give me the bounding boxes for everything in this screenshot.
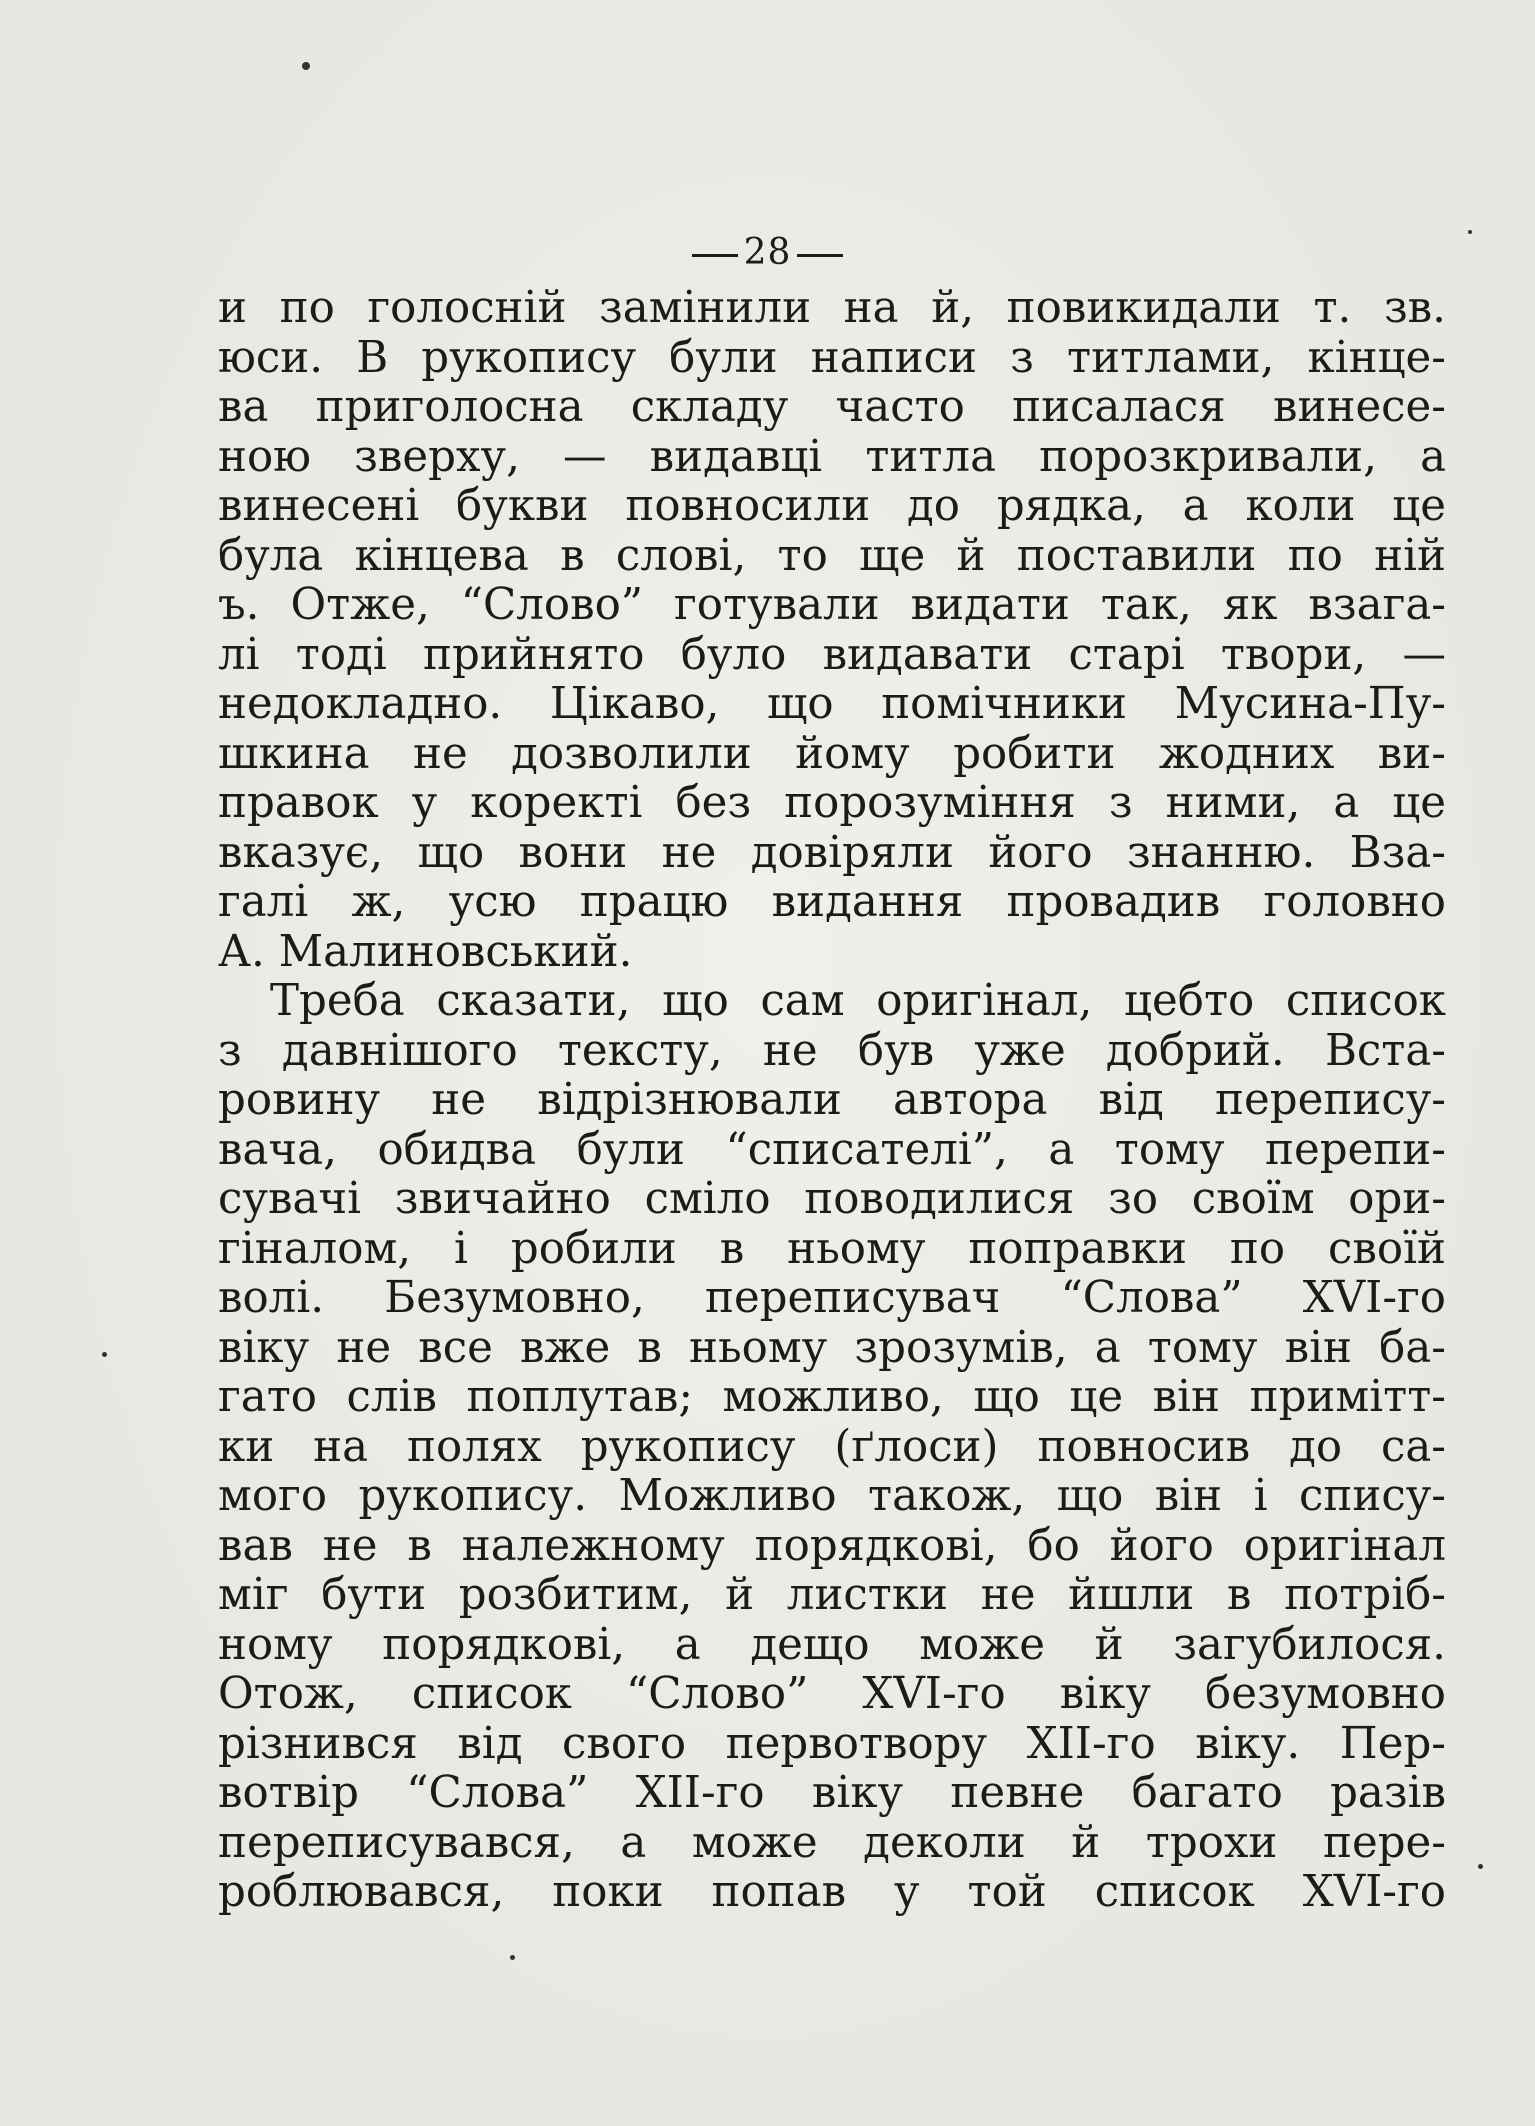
page-number	[0, 232, 1535, 273]
print-speck	[1468, 230, 1472, 234]
text-line: різнився від свого первотвору XII-го віку. Пер-	[218, 1718, 1446, 1769]
text-line: шкина не дозволили йому робити жодних ви-	[218, 728, 1446, 779]
text-line: гато слів поплутав; можливо, що це він примітт-	[218, 1372, 1446, 1422]
text-line: волі. Безумовно, переписувач “Слова” XVI-го	[218, 1273, 1446, 1323]
text-line: роблювався, поки попав у той список XVI-го	[218, 1867, 1446, 1917]
paragraph	[218, 284, 1446, 977]
body-text	[218, 284, 1446, 1918]
text-line: вача, обидва були “списателі”, а тому перепи-	[218, 1124, 1446, 1175]
page-number-dash-right	[797, 254, 843, 257]
text-line: ки на полях рукопису (ґлоси) повносив до са-	[218, 1421, 1446, 1472]
text-line: и по голосній замінили на й, повикидали т. зв.	[218, 283, 1446, 333]
print-speck	[510, 1955, 515, 1960]
page-number-value: 28	[743, 232, 792, 273]
text-line: А. Малиновський.	[218, 926, 633, 977]
text-line: юси. В рукопису були написи з титлами, кінце-	[218, 332, 1446, 383]
text-line: віку не все вже в ньому зрозумів, а тому він ба-	[218, 1322, 1446, 1373]
print-speck	[102, 1352, 107, 1357]
text-line: мого рукопису. Можливо також, що він і спису-	[218, 1471, 1446, 1521]
text-line: правок у коректі без порозуміння з ними, а це	[218, 778, 1446, 828]
text-line: гіналом, і робили в ньому поправки по своїй	[218, 1223, 1446, 1274]
text-line: ровину не відрізнювали автора від перепису-	[218, 1075, 1446, 1125]
text-line: Отож, список “Слово” XVI-го віку безумовно	[218, 1669, 1446, 1719]
text-line: була кінцева в слові, то ще й поставили по ній	[218, 530, 1446, 581]
text-line: ною зверху, — видавці титла порозкривали, а	[218, 431, 1446, 482]
paragraph	[218, 977, 1446, 1918]
print-speck	[1478, 1864, 1483, 1869]
text-line: ва приголосна складу часто писалася винесе-	[218, 382, 1446, 432]
page-number-dash-left	[692, 254, 738, 257]
text-line: галі ж, усю працю видання провадив головно	[218, 877, 1446, 927]
text-line: міг бути розбитим, й листки не йшли в потріб-	[218, 1570, 1446, 1620]
text-line: вотвір “Слова” XII-го віку певне багато разів	[218, 1768, 1446, 1818]
text-line: лі тоді прийнято було видавати старі твори, —	[218, 629, 1446, 680]
print-speck	[302, 62, 310, 70]
text-line: недокладно. Цікаво, що помічники Мусина-Пу-	[218, 679, 1446, 729]
text-line: вав не в належному порядкові, бо його оригінал	[218, 1520, 1446, 1571]
text-line: ъ. Отже, “Слово” готували видати так, як взага-	[218, 580, 1446, 630]
text-line: з давнішого тексту, не був уже добрий. Вста-	[218, 1025, 1446, 1076]
text-line: переписувався, а може деколи й трохи пере-	[218, 1817, 1446, 1868]
text-line: винесені букви повносили до рядка, а коли це	[218, 481, 1446, 531]
text-line: ному порядкові, а дещо може й загубилося.	[218, 1619, 1446, 1670]
text-line: Треба сказати, що сам оригінал, цебто список	[270, 976, 1446, 1026]
text-line: сувачі звичайно сміло поводилися зо своїм ори-	[218, 1174, 1446, 1224]
text-line: вказує, що вони не довіряли його знанню. Вза-	[218, 827, 1446, 878]
